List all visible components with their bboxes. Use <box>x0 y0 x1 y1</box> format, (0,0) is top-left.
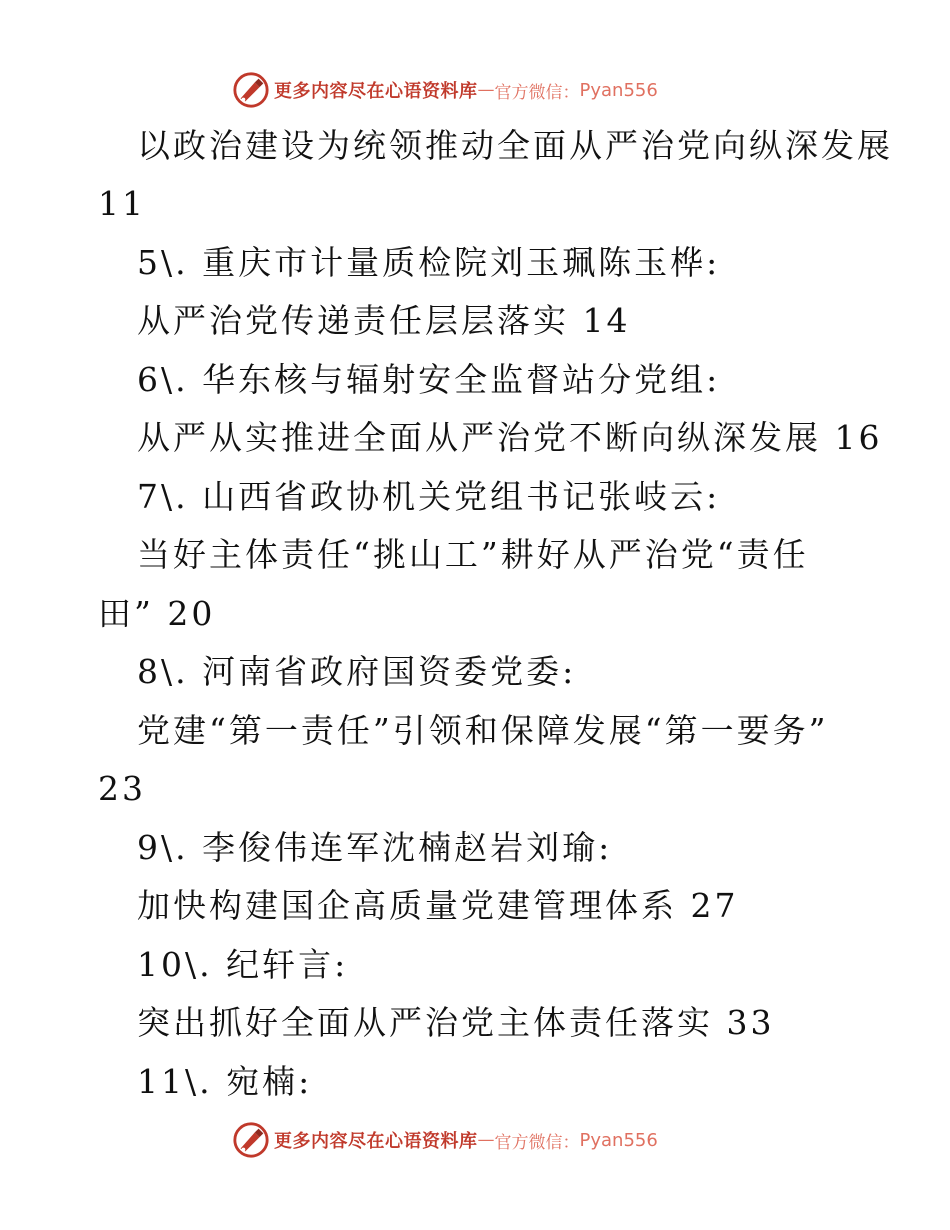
toc-entry-9-title: 加快构建国企高质量党建管理体系 27 <box>137 886 739 925</box>
watermark-wechat-id: Pyan556 <box>579 79 658 101</box>
toc-line-page-number: 11 <box>98 184 146 223</box>
header-watermark <box>232 70 658 110</box>
toc-entry-8-title: 党建“第一责任”引领和保障发展“第一要务” <box>137 711 829 750</box>
toc-entry-11-heading: 11\. 宛楠: <box>137 1062 313 1101</box>
toc-entry-10-heading: 10\. 纪轩言: <box>137 945 349 984</box>
footer-watermark <box>232 1120 658 1160</box>
toc-entry-6-title: 从严从实推进全面从严治党不断向纵深发展 16 <box>137 418 883 457</box>
watermark-separator: — <box>477 1130 495 1150</box>
toc-entry-7-title: 当好主体责任“挑山工”耕好从严治党“责任 <box>137 535 809 574</box>
toc-entry-6-heading: 6\. 华东核与辐射安全监督站分党组: <box>137 360 721 399</box>
pen-logo-icon <box>232 1121 270 1159</box>
watermark-main-text: 更多内容尽在心语资料库 <box>274 81 478 102</box>
watermark-sub-text: 官方微信： <box>494 82 580 103</box>
watermark-sub-text: 官方微信： <box>494 1132 580 1153</box>
watermark-wechat-id: Pyan556 <box>579 1129 658 1151</box>
toc-entry-8-heading: 8\. 河南省政府国资委党委: <box>137 652 577 691</box>
toc-entry-8-page-number: 23 <box>98 769 146 808</box>
toc-entry-7-title-continued: 田” 20 <box>98 594 216 633</box>
toc-entry-5-title: 从严治党传递责任层层落实 14 <box>137 301 631 340</box>
toc-entry-5-heading: 5\. 重庆市计量质检院刘玉珮陈玉桦: <box>137 243 721 282</box>
toc-line-title: 以政治建设为统领推动全面从严治党向纵深发展 <box>137 126 893 165</box>
toc-entry-7-heading: 7\. 山西省政协机关党组书记张岐云: <box>137 477 721 516</box>
watermark-separator: — <box>477 80 495 100</box>
toc-entry-9-heading: 9\. 李俊伟连军沈楠赵岩刘瑜: <box>137 828 613 867</box>
watermark-main-text: 更多内容尽在心语资料库 <box>274 1131 478 1152</box>
pen-logo-icon <box>232 71 270 109</box>
toc-entry-10-title: 突出抓好全面从严治党主体责任落实 33 <box>137 1003 775 1042</box>
